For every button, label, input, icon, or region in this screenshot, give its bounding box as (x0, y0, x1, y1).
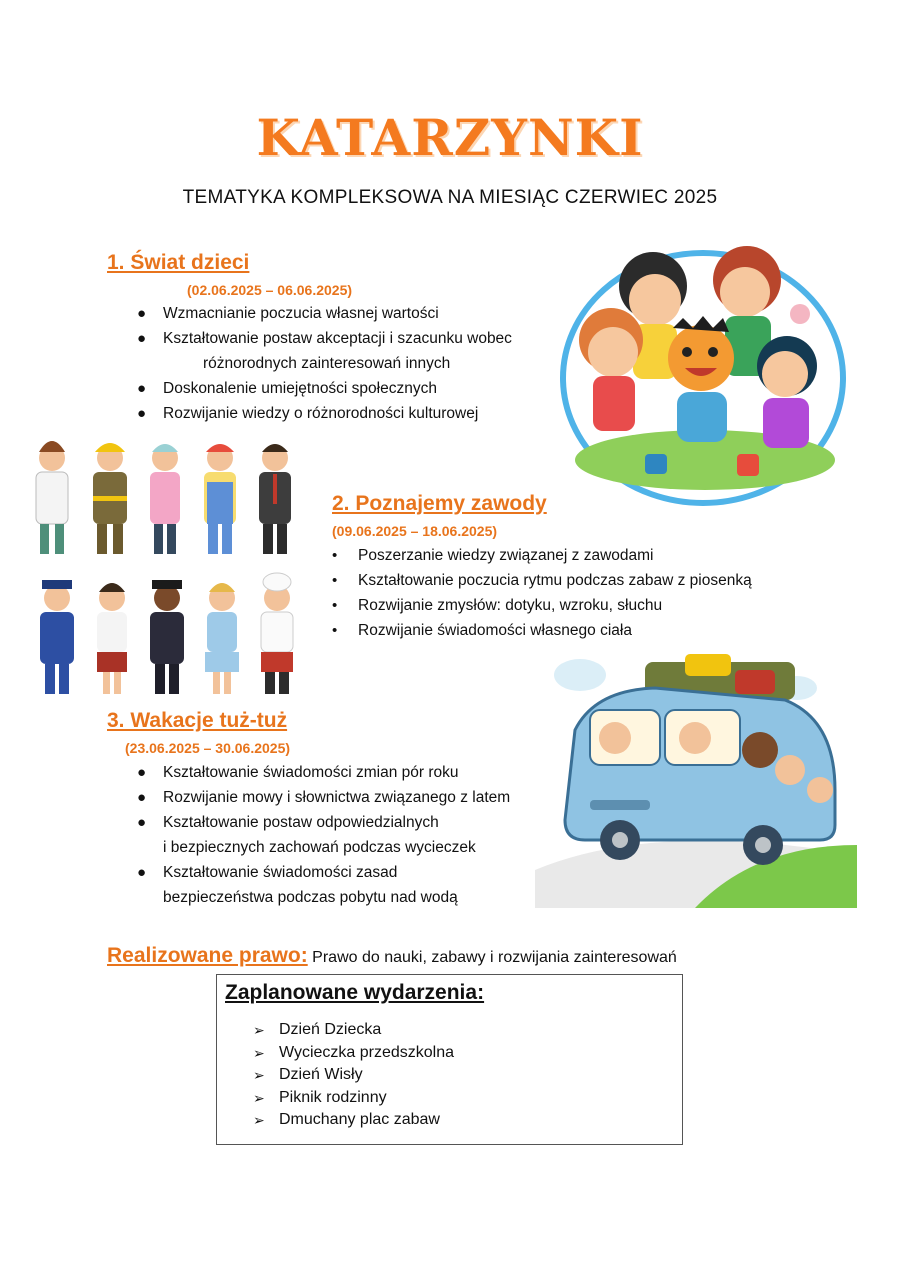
section-2-list (330, 543, 790, 643)
list-item: ● Doskonalenie umiejętności społecznych (137, 380, 437, 397)
row-top (36, 441, 291, 554)
list-item: • Kształtowanie poczucia rytmu podczas zabaw z piosenką (332, 572, 752, 589)
list-item: ● Kształtowanie postaw odpowiedzialnych i bezpiecznych zachowań podczas wycieczek (137, 814, 476, 856)
rights-text: Prawo do nauki, zabawy i rozwijania zainteresowań (312, 949, 677, 966)
list-item: ➢ Dzień Dziecka (253, 1021, 382, 1038)
list-item: ● Wzmacnianie poczucia własnej wartości (137, 305, 439, 322)
section-1-list (135, 301, 555, 426)
list-item: ● Kształtowanie postaw akceptacji i szacunku wobec różnorodnych zainteresowań innych (137, 330, 512, 372)
section-3-title: 3. Wakacje tuż-tuż (107, 709, 288, 732)
section-3-dates: (23.06.2025 – 30.06.2025) (125, 740, 291, 756)
page-subtitle: TEMATYKA KOMPLEKSOWA NA MIESIĄC CZERWIEC 2025 (182, 187, 718, 208)
list-item: ● Rozwijanie wiedzy o różnorodności kulturowej (137, 405, 479, 422)
brand-title: KATARZYNKI (256, 108, 644, 167)
rights-line (107, 944, 677, 968)
section-1-title: 1. Świat dzieci (107, 251, 250, 274)
list-item: ● Rozwijanie mowy i słownictwa związanego z latem (137, 789, 511, 806)
section-2-title: 2. Poznajemy zawody (332, 492, 547, 515)
section-2-dates: (09.06.2025 – 18.06.2025) (332, 523, 498, 539)
list-item: ➢ Piknik rodzinny (253, 1088, 387, 1106)
events-title: Zaplanowane wydarzenia: (225, 981, 485, 1004)
kids-illustration (555, 228, 855, 513)
list-item: ➢ Wycieczka przedszkolna (253, 1043, 455, 1061)
bus-illustration (535, 640, 857, 908)
list-item: ➢ Dmuchany plac zabaw (253, 1111, 440, 1128)
list-item: ● Kształtowanie świadomości zasad bezpieczeństwa podczas pobytu nad wodą (137, 864, 458, 906)
section-3-list (135, 760, 555, 910)
list-item: ➢ Dzień Wisły (253, 1066, 363, 1083)
list-item: • Rozwijanie świadomości własnego ciała (332, 622, 632, 639)
list-item: ● Kształtowanie świadomości zmian pór roku (137, 764, 459, 781)
events-box (216, 974, 683, 1145)
list-item: • Poszerzanie wiedzy związanej z zawodami (332, 547, 654, 564)
professions-illustration (22, 430, 307, 702)
rights-label: Realizowane prawo: (107, 944, 308, 967)
row-bottom (40, 573, 293, 694)
events-list (253, 1019, 454, 1132)
section-1-dates: (02.06.2025 – 06.06.2025) (187, 282, 353, 298)
list-item: • Rozwijanie zmysłów: dotyku, wzroku, słuchu (332, 597, 663, 614)
